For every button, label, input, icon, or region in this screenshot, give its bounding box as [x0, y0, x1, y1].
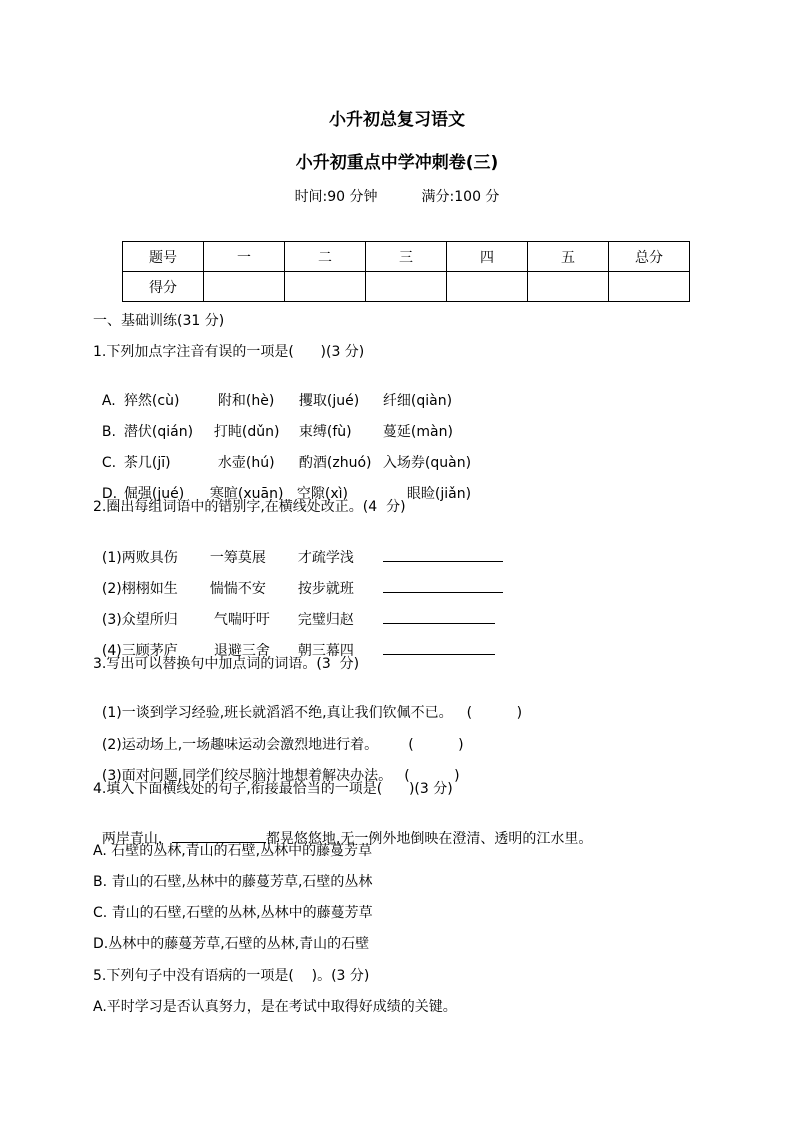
- option-label: C.: [101, 455, 117, 471]
- score-header-cell: 三: [366, 242, 447, 272]
- score-header-cell: 四: [447, 242, 528, 272]
- q4-sentence-end: 都晃悠悠地,无一例外地倒映在澄清、透明的江水里。: [265, 831, 593, 847]
- option-word: 蔓延(màn): [382, 424, 453, 440]
- question-1-stem: 1.下列加点字注音有误的一项是( )(3 分): [93, 344, 365, 360]
- answer-blank[interactable]: [383, 610, 495, 624]
- q2-word: 完璧归赵: [297, 612, 354, 628]
- q2-word: (1)两败具伤: [101, 550, 178, 566]
- q2-word: 气喘吁吁: [213, 612, 270, 628]
- score-table-score-row: [123, 272, 690, 302]
- option-word: 束缚(fù): [298, 424, 352, 440]
- section-heading: 一、基础训练(31 分): [93, 313, 225, 329]
- q4-option-d: D.丛林中的藤蔓芳草,石壁的丛林,青山的石壁: [93, 936, 370, 952]
- q3-sentence: (3)面对问题,同学们绞尽脑汁地想着解决办法。: [101, 768, 393, 784]
- question-3-stem: 3.写出可以替换句中加点词的词语。(3 分): [93, 656, 360, 672]
- question-4-stem: 4.填入下面横线处的句子,衔接最恰当的一项是( )(3 分): [93, 781, 453, 797]
- option-word: 入场券(quàn): [382, 455, 472, 471]
- option-word: 打盹(dǔn): [213, 424, 280, 440]
- score-table: [122, 241, 690, 302]
- score-cell[interactable]: [528, 272, 609, 302]
- q4-option-b: B. 青山的石壁,丛林中的藤蔓芳草,石壁的丛林: [93, 874, 373, 890]
- option-word: 猝然(cù): [123, 393, 180, 409]
- option-word: 攫取(jué): [298, 393, 360, 409]
- score-row-label: 得分: [123, 272, 204, 302]
- score-cell[interactable]: [285, 272, 366, 302]
- question-2-stem: 2.圈出每组词语中的错别字,在横线处改正。(4 分): [93, 499, 406, 515]
- q2-word: (4)三顾茅庐: [101, 643, 178, 659]
- score-table-header-row: [123, 242, 690, 272]
- q2-word: 惴惴不安: [209, 581, 266, 597]
- option-word: 空隙(xì): [296, 486, 349, 502]
- score-header-cell: 总分: [609, 242, 690, 272]
- exam-meta: [0, 186, 794, 206]
- answer-blank[interactable]: [383, 641, 495, 655]
- q2-word: 退避三舍: [213, 643, 270, 659]
- score-cell[interactable]: [447, 272, 528, 302]
- time-limit: 时间:90 分钟: [294, 189, 378, 205]
- option-word: 纤细(qiàn): [382, 393, 453, 409]
- score-header-cell: 题号: [123, 242, 204, 272]
- option-word: 眼睑(jiǎn): [406, 486, 472, 502]
- q2-word: 一筹莫展: [209, 550, 266, 566]
- q2-word: 才疏学浅: [297, 550, 354, 566]
- score-cell[interactable]: [204, 272, 285, 302]
- option-word: 附和(hè): [217, 393, 275, 409]
- answer-blank[interactable]: [172, 829, 266, 843]
- score-cell[interactable]: [366, 272, 447, 302]
- q2-word: (2)栩栩如生: [101, 581, 178, 597]
- q4-option-a: A. 石壁的丛林,青山的石壁,丛林中的藤蔓芳草: [93, 843, 373, 859]
- option-word: 茶几(jī): [123, 455, 171, 471]
- option-label: B.: [101, 424, 116, 440]
- answer-blank[interactable]: [383, 548, 503, 562]
- q3-sentence: (2)运动场上,一场趣味运动会激烈地进行着。: [101, 737, 379, 753]
- option-word: 潜伏(qián): [123, 424, 194, 440]
- q2-word: (3)众望所归: [101, 612, 178, 628]
- full-score: 满分:100 分: [421, 189, 500, 205]
- answer-blank[interactable]: [383, 579, 503, 593]
- option-word: 寒暄(xuān): [209, 486, 284, 502]
- option-word: 倔强(jué): [123, 486, 185, 502]
- q4-option-c: C. 青山的石壁,石壁的丛林,丛林中的藤蔓芳草: [93, 905, 373, 921]
- q2-word: 朝三幕四: [297, 643, 354, 659]
- question-5-stem: 5.下列句子中没有语病的一项是( )。(3 分): [93, 968, 370, 984]
- option-label: D.: [101, 486, 118, 502]
- option-word: 水壶(hú): [217, 455, 275, 471]
- exam-subtitle: 小升初重点中学冲刺卷(三): [295, 153, 499, 173]
- q5-option-a: A.平时学习是否认真努力，是在考试中取得好成绩的关键。: [93, 999, 457, 1015]
- q4-sentence-start: 两岸青山，: [101, 831, 172, 847]
- answer-paren[interactable]: ( ): [408, 737, 464, 753]
- answer-paren[interactable]: ( ): [404, 768, 460, 784]
- q3-item: [93, 686, 522, 722]
- score-header-cell: 一: [204, 242, 285, 272]
- option-label: A.: [101, 393, 116, 409]
- score-header-cell: 二: [285, 242, 366, 272]
- q3-sentence: (1)一谈到学习经验,班长就滔滔不绝,真让我们钦佩不已。: [101, 705, 453, 721]
- exam-title: 小升初总复习语文: [329, 110, 465, 130]
- option-word: 酌酒(zhuó): [298, 455, 372, 471]
- answer-paren[interactable]: ( ): [466, 705, 523, 721]
- score-header-cell: 五: [528, 242, 609, 272]
- score-cell[interactable]: [609, 272, 690, 302]
- q2-word: 按步就班: [297, 581, 354, 597]
